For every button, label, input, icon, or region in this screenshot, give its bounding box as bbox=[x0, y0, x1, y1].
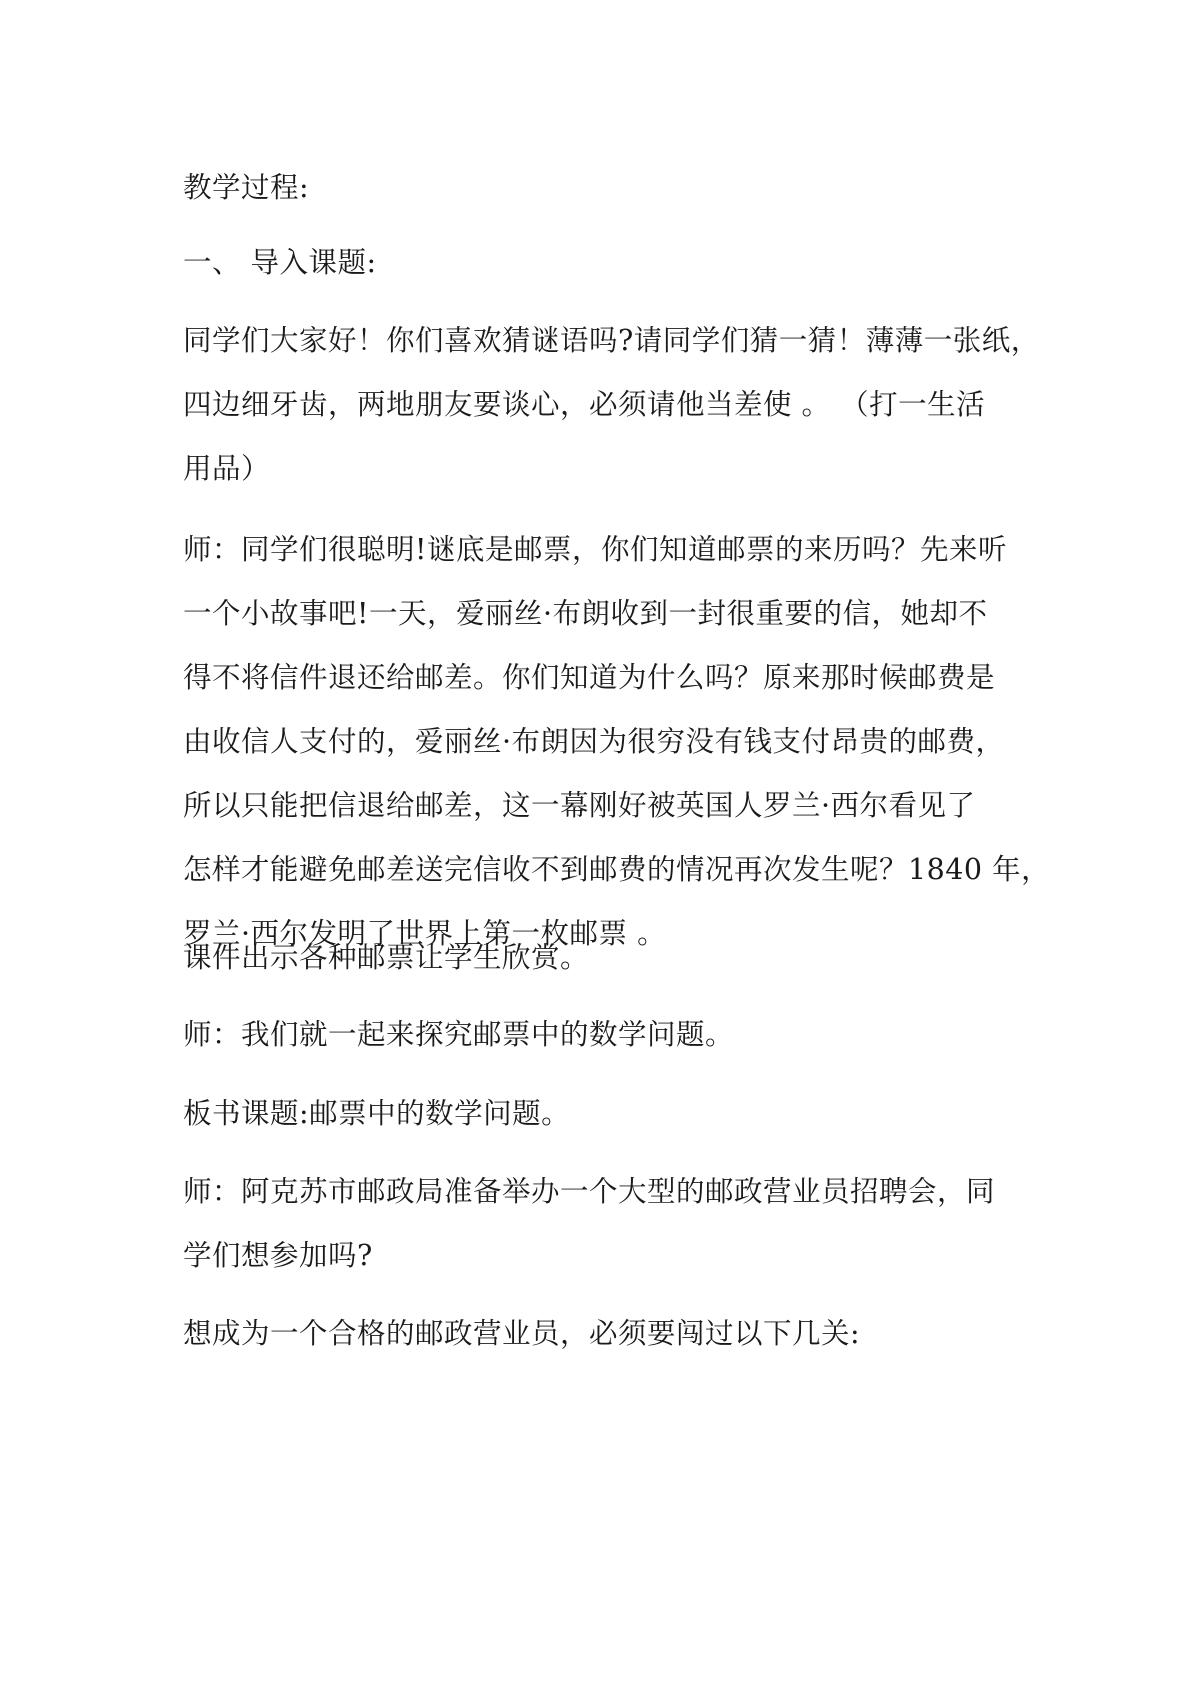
text-line: 一、 导入课题: bbox=[183, 246, 377, 279]
levels-paragraph bbox=[183, 1302, 1043, 1366]
heading-intro-topic bbox=[183, 231, 1043, 295]
heading-teaching-process bbox=[183, 156, 1043, 220]
text-line: 同学们大家好！你们喜欢猜谜语吗?请同学们猜一猜！薄薄一张纸， bbox=[183, 324, 1040, 357]
text-line: 师：我们就一起来探究邮票中的数学问题。 bbox=[183, 1018, 735, 1051]
text-line: 板书课题:邮票中的数学问题。 bbox=[183, 1097, 571, 1130]
text-line: 所以只能把信退给邮差，这一幕刚好被英国人罗兰·西尔看见了 bbox=[183, 789, 976, 822]
recruitment-paragraph bbox=[183, 1160, 1043, 1288]
text-line: 想成为一个合格的邮政营业员，必须要闯过以下几关: bbox=[183, 1317, 861, 1350]
text-line: 怎样才能避免邮差送完信收不到邮费的情况再次发生呢？1840 年， bbox=[183, 853, 1051, 886]
courseware-paragraph bbox=[183, 926, 1043, 990]
stamp-history-paragraph bbox=[183, 518, 1051, 966]
text-line: 师：同学们很聪明!谜底是邮票，你们知道邮票的来历吗？先来听 bbox=[183, 533, 1007, 566]
text-line: 罗兰·西尔发明了世界上第一枚邮票 。 bbox=[183, 917, 667, 950]
text-line: 课件出示各种邮票让学生欣赏。 bbox=[183, 941, 590, 974]
text-line: 学们想参加吗? bbox=[183, 1239, 373, 1272]
riddle-paragraph bbox=[183, 309, 1043, 501]
text-line: 一个小故事吧!一天，爱丽丝·布朗收到一封很重要的信，她却不 bbox=[183, 597, 988, 630]
explore-paragraph bbox=[183, 1003, 1043, 1067]
board-title-paragraph bbox=[183, 1082, 1043, 1146]
text-line: 由收信人支付的，爱丽丝·布朗因为很穷没有钱支付昂贵的邮费， bbox=[183, 725, 1005, 758]
text-line: 得不将信件退还给邮差。你们知道为什么吗？原来那时候邮费是 bbox=[183, 661, 996, 694]
text-line: 教学过程: bbox=[183, 171, 310, 204]
text-line: 用品） bbox=[183, 452, 271, 485]
text-line: 四边细牙齿，两地朋友要谈心，必须请他当差使 。 （打一生活 bbox=[183, 388, 986, 421]
text-line: 师：阿克苏市邮政局准备举办一个大型的邮政营业员招聘会，同 bbox=[183, 1175, 996, 1208]
